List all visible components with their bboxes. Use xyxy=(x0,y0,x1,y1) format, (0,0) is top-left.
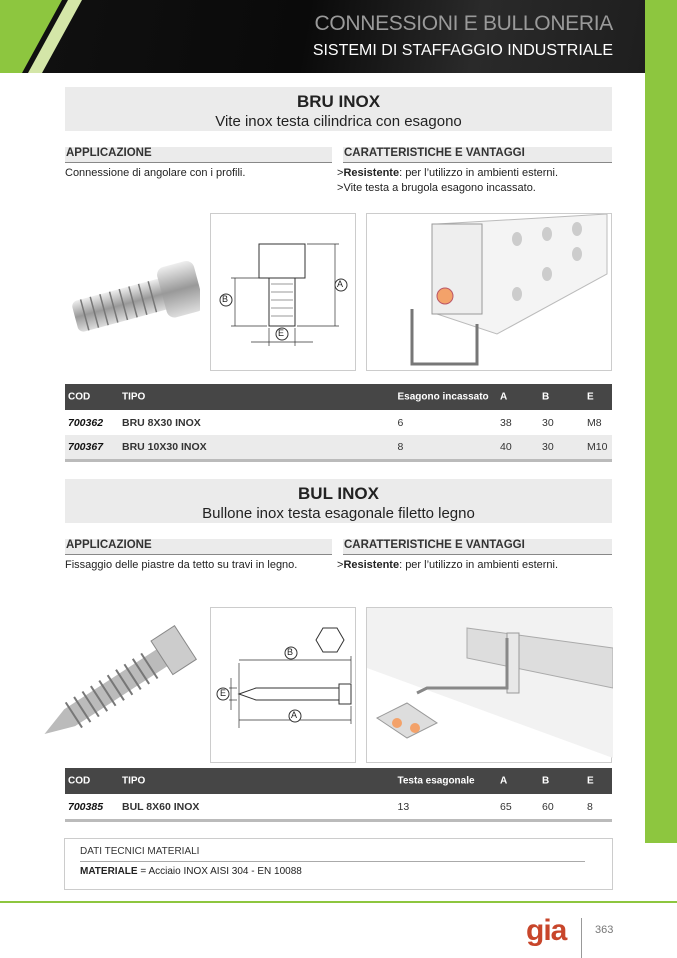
installation-image xyxy=(366,607,612,763)
dim-label-e: E xyxy=(278,328,285,338)
cell-a: 38 xyxy=(500,416,512,429)
product-title: BRU INOX xyxy=(296,92,381,111)
feature-item: >Vite testa a brugola esagono incassato. xyxy=(337,182,536,194)
cell-b: 30 xyxy=(542,441,554,453)
caratteristiche-heading: CARATTERISTICHE E VANTAGGI xyxy=(343,147,612,163)
cell-e: M8 xyxy=(587,416,602,429)
col-b: B xyxy=(542,391,550,403)
footer-divider xyxy=(0,901,677,903)
materials-box xyxy=(64,838,613,890)
materials-label: MATERIALE xyxy=(80,866,138,877)
cell-b: 30 xyxy=(542,416,554,429)
dim-label-b: B xyxy=(222,294,229,304)
product-title-box xyxy=(65,479,612,523)
page-number: 363 xyxy=(595,924,614,936)
caratteristiche-heading: CARATTERISTICHE E VANTAGGI xyxy=(343,539,612,555)
cell-tipo: BRU 8X30 INOX xyxy=(122,416,201,429)
col-tipo: TIPO xyxy=(122,775,146,787)
feature-text: : per l’utilizzo in ambienti esterni. xyxy=(399,167,559,179)
table-row xyxy=(65,410,612,435)
side-green-bar xyxy=(645,0,677,843)
product-title-box xyxy=(65,87,612,131)
footer-separator xyxy=(581,918,582,958)
green-stripes-decoration xyxy=(0,0,120,73)
col-b: B xyxy=(542,775,550,787)
applicazione-text: Fissaggio delle piastre da tetto su travi in legno. xyxy=(65,559,298,571)
col-e: E xyxy=(587,391,594,403)
feature-item: >Resistente: per l’utilizzo in ambienti esterni. xyxy=(337,559,559,571)
cell-a: 65 xyxy=(500,800,512,813)
cell-cod: 700367 xyxy=(68,441,104,453)
subcategory-title: SISTEMI DI STAFFAGGIO INDUSTRIALE xyxy=(312,42,613,59)
dim-label-e: E xyxy=(220,688,227,698)
applicazione-heading: APPLICAZIONE xyxy=(65,539,332,555)
feature-text: : per l’utilizzo in ambienti esterni. xyxy=(399,559,559,571)
dim-label-b: B xyxy=(287,647,294,657)
technical-drawing xyxy=(210,213,356,371)
cell-e: 8 xyxy=(587,800,593,813)
materials-text xyxy=(80,866,302,877)
cell-cod: 700385 xyxy=(68,800,104,813)
feature-text: Vite testa a brugola esagono incassato. xyxy=(343,182,536,194)
cell-esagono: 6 xyxy=(397,416,404,429)
technical-drawing xyxy=(210,607,356,763)
category-title: CONNESSIONI E BULLONERIA xyxy=(314,12,613,35)
col-cod: COD xyxy=(68,391,91,403)
feature-bold: Resistente xyxy=(343,167,400,179)
cell-e: M10 xyxy=(587,441,608,453)
table-row xyxy=(65,794,612,822)
cell-testa: 13 xyxy=(397,800,410,813)
cell-b: 60 xyxy=(542,800,554,813)
col-tipo: TIPO xyxy=(122,391,146,403)
cell-tipo: BUL 8X60 INOX xyxy=(122,800,200,813)
cell-a: 40 xyxy=(500,441,512,453)
installation-image xyxy=(366,213,612,371)
col-a: A xyxy=(500,391,508,403)
feature-bold: Resistente xyxy=(343,559,400,571)
feature-item: >Resistente: per l’utilizzo in ambienti esterni. xyxy=(337,167,559,179)
product-subtitle: Vite inox testa cilindrica con esagono xyxy=(215,113,462,130)
cell-tipo: BRU 10X30 INOX xyxy=(122,441,207,453)
product-subtitle: Bullone inox testa esagonale filetto legno xyxy=(202,505,475,522)
cell-cod: 700362 xyxy=(68,416,104,429)
cell-esagono: 8 xyxy=(397,441,404,453)
lag-bolt-photo xyxy=(20,620,210,750)
applicazione-text: Connessione di angolare con i profili. xyxy=(65,167,246,179)
col-e: E xyxy=(587,775,594,787)
table-row xyxy=(65,435,612,462)
table-header xyxy=(65,384,612,410)
gia-logo: gia xyxy=(526,914,567,947)
materials-title: DATI TECNICI MATERIALI xyxy=(80,846,585,862)
page-header xyxy=(0,0,677,73)
applicazione-heading: APPLICAZIONE xyxy=(65,147,332,163)
screw-photo xyxy=(65,230,200,350)
col-testa: Testa esagonale xyxy=(397,775,475,787)
product-title: BUL INOX xyxy=(298,484,379,503)
materials-value: = Acciaio INOX AISI 304 - EN 10088 xyxy=(137,866,302,877)
dim-label-a: A xyxy=(291,710,298,720)
col-a: A xyxy=(500,775,508,787)
dim-label-a: A xyxy=(337,279,344,289)
table-header xyxy=(65,768,612,794)
col-esagono: Esagono incassato xyxy=(397,391,489,403)
col-cod: COD xyxy=(68,775,91,787)
